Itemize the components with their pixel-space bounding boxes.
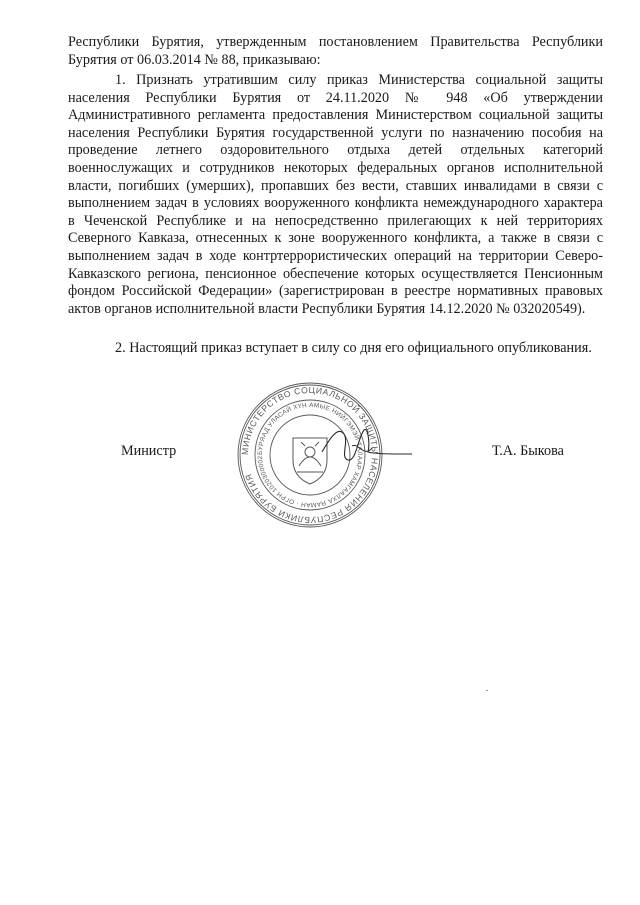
svg-text:БУРЯАД УЛАСАЙ ХҮН АМЫЕ НИЙГЭМЭ: БУРЯАД УЛАСАЙ ХҮН АМЫЕ НИЙГЭМЭЙ ТАЛААР ХАМГААЛХА ЯАМАН · ОГРН 1020300002 — [256, 401, 364, 509]
item-1-paragraph: 1. Признать утратившим силу приказ Министерства социальной защиты населения Республики Бурятия от 24.11.2020 № 948 «Об утверждении Административного регламента предоставления Министерством социальной защиты населения Республики Бурятия государственной услуги по назначению пособия на проведение летнего оздоровительного отдыха детей отдельных категорий военнослужащих и сотрудников некоторых федеральных органов исполнительной власти, погибших (умерших), пропавших без вести, ставших инвалидами в связи с выполнением задач в условиях вооруженного конфликта немеждународного характера в Чеченской Республике и на непосредственно прилегающих к ней территориях Северного Кавказа, отнесенных к зоне вооруженного конфликта, а также в связи с выполнением задач в ходе контртеррористических операций на территории Северо-Кавказского региона, пенсионное обеспечение которых осуществляется Пенсионным фондом Российской Федерации» (зарегистрирован в реестре нормативных правовых актов органов исполнительной власти Республики Бурятия 14.12.2020 № 032020549). — [68, 72, 603, 317]
signatory-name: Т.А. Быкова — [492, 443, 564, 459]
handwritten-signature — [318, 418, 413, 478]
item-2-paragraph: 2. Настоящий приказ вступает в силу со дня его официального опубликования. — [115, 340, 592, 356]
signatory-role: Министр — [121, 443, 177, 459]
scan-speck — [486, 690, 488, 691]
intro-paragraph: Республики Бурятия, утвержденным постановлением Правительства Республики Бурятия от 06.03.2014 № 88, приказываю: — [68, 34, 603, 68]
svg-text:МИНИСТЕРСТВО СОЦИАЛЬНОЙ ЗАЩИТЫ: МИНИСТЕРСТВО СОЦИАЛЬНОЙ ЗАЩИТЫ НАСЕЛЕНИЯ РЕСПУБЛИКИ БУРЯТИЯ — [239, 384, 381, 526]
